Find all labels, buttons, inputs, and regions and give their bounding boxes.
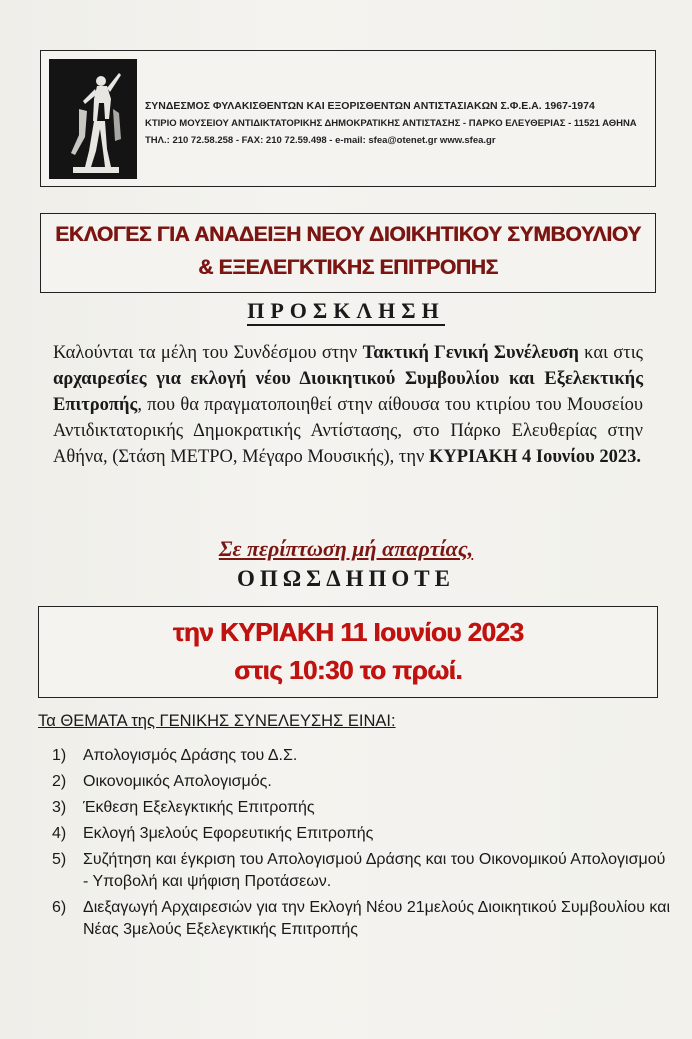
new-date-line-1: την ΚΥΡΙΑΚΗ 11 Ιουνίου 2023 <box>172 617 524 647</box>
list-item <box>52 745 672 767</box>
organization-name: ΣΥΝΔΕΣΜΟΣ ΦΥΛΑΚΙΣΘΕΝΤΩΝ ΚΑΙ ΕΞΟΡΙΣΘΕΝΤΩΝ ΑΝΤΙΣΤΑΣΙΑΚΩΝ Σ.Φ.Ε.Α. 1967-1974 <box>145 100 595 112</box>
item-number: 6) <box>52 899 67 916</box>
statue-logo-icon <box>49 59 137 179</box>
new-date-box <box>38 606 658 698</box>
item-number: 3) <box>52 799 67 816</box>
item-number: 1) <box>52 747 67 764</box>
item-text: Οικονομικός Απολογισμός. <box>83 773 272 790</box>
body-bold-2: αρχαιρεσίες για εκλογή νέου Διοικητικού Συμβουλίου και Εξελεκτικής Επιτροπής <box>53 369 643 415</box>
title-line-1: ΕΚΛΟΓΕΣ ΓΙΑ ΑΝΑΔΕΙΞΗ ΝΕΟΥ ΔΙΟΙΚΗΤΙΚΟΥ ΣΥΜΒΟΥΛΙΟΥ <box>55 223 641 246</box>
body-text-3: , που θα πραγματοποιηθεί στην αίθουσα του κτιρίου του Μουσείου Αντιδικτατορικής Δημοκρατικής Αντίστασης, στο Πάρκο Ελευθερίας στην Αθήνα, (Στάση ΜΕΤΡΟ, Μέγαρο Μουσικής), την <box>53 395 643 467</box>
organization-logo <box>49 59 137 179</box>
list-item <box>52 823 672 845</box>
election-title-box <box>40 213 656 293</box>
invitation-heading <box>0 298 692 324</box>
item-number: 5) <box>52 851 67 868</box>
item-number: 2) <box>52 773 67 790</box>
invitation-heading-text: ΠΡΟΣΚΛΗΣΗ <box>247 298 445 326</box>
organization-address: ΚΤΙΡΙΟ ΜΟΥΣΕΙΟΥ ΑΝΤΙΔΙΚΤΑΤΟΡΙΚΗΣ ΔΗΜΟΚΡΑΤΙΚΗΣ ΑΝΤΙΣΤΑΣΗΣ - ΠΑΡΚΟ ΕΛΕΥΘΕΡΙΑΣ - 11521 ΑΘΗΝΑ <box>145 118 637 129</box>
body-bold-1: Τακτική Γενική Συνέλευση <box>362 343 579 363</box>
body-text-2: και στις <box>578 343 644 363</box>
item-text: Συζήτηση και έγκριση του Απολογισμού Δράσης και του Οικονομικού Απολογισμού - Υποβολή και ψήφιση Προτάσεων. <box>83 851 666 890</box>
list-item <box>52 849 672 893</box>
item-text: Διεξαγωγή Αρχαιρεσιών για την Εκλογή Νέου 21μελούς Διοικητικού Συμβουλίου και Νέας 3μελούς Εξελεγκτικής Επιτροπής <box>83 899 670 938</box>
letterhead <box>40 50 656 187</box>
title-line-2: & ΕΞΕΛΕΓΚΤΙΚΗΣ ΕΠΙΤΡΟΠΗΣ <box>198 256 498 279</box>
organization-contact: ΤΗΛ.: 210 72.58.258 - FAX: 210 72.59.498 - e-mail: sfea@otenet.gr www.sfea.gr <box>145 135 496 146</box>
always-heading: ΟΠΩΣΔΗΠΟΤΕ <box>236 566 455 591</box>
quorum-note: Σε περίπτωση μή απαρτίας, <box>218 536 474 561</box>
topics-list <box>52 745 672 945</box>
item-text: Απολογισμός Δράσης του Δ.Σ. <box>83 747 298 764</box>
body-text-1: Καλούνται τα μέλη του Συνδέσμου στην <box>53 343 363 363</box>
invitation-body <box>53 340 643 470</box>
list-item <box>52 897 672 941</box>
body-bold-3: ΚΥΡΙΑΚΗ 4 Ιουνίου 2023 <box>428 447 637 467</box>
item-text: Εκλογή 3μελούς Εφορευτικής Επιτροπής <box>83 825 374 842</box>
organization-info <box>145 98 645 149</box>
new-date-line-2: στις 10:30 το πρωί. <box>234 655 462 685</box>
topics-heading: Τα ΘΕΜΑΤΑ της ΓΕΝΙΚΗΣ ΣΥΝΕΛΕΥΣΗΣ ΕΙΝΑΙ: <box>38 712 396 730</box>
item-number: 4) <box>52 825 67 842</box>
item-text: Έκθεση Εξελεγκτικής Επιτροπής <box>83 799 315 816</box>
list-item <box>52 797 672 819</box>
body-text-4: . <box>636 447 642 467</box>
list-item <box>52 771 672 793</box>
